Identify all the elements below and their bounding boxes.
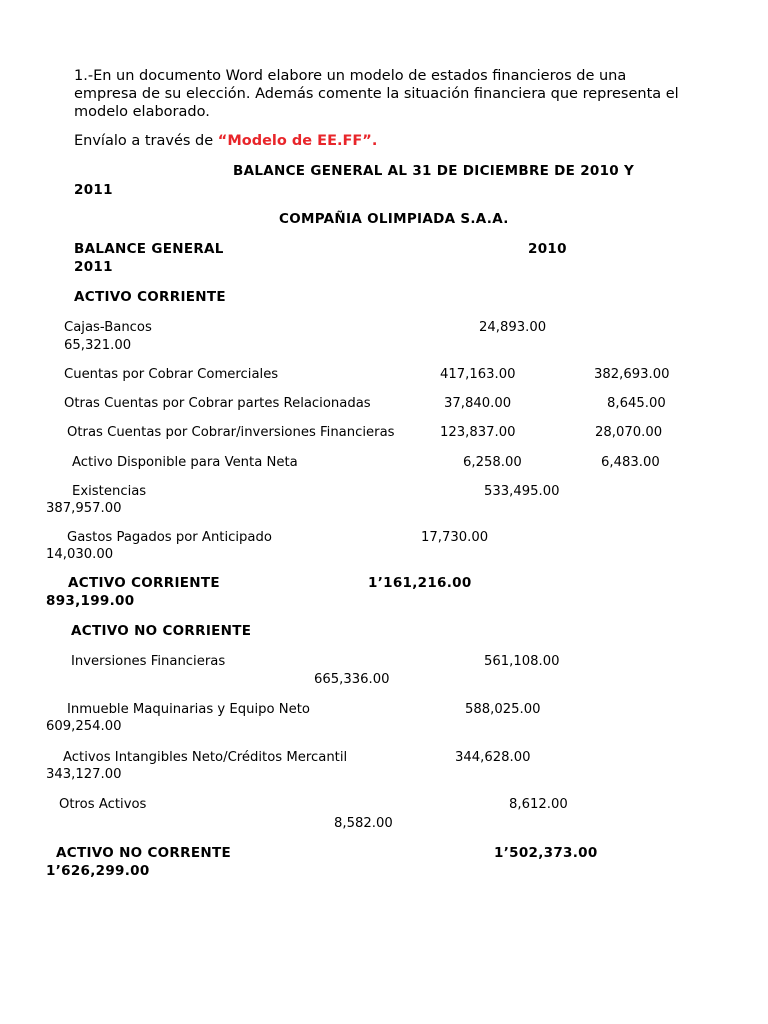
current-assets-total-label: ACTIVO CORRIENTE: [68, 575, 220, 591]
item-value-2010: 24,893.00: [479, 320, 547, 335]
item-value-2010: 417,163.00: [440, 367, 516, 382]
item-value-2011: 343,127.00: [46, 767, 122, 782]
item-value-2010: 588,025.00: [465, 702, 541, 717]
item-value-2010: 6,258.00: [463, 455, 522, 470]
instruction-line-1: 1.-En un documento Word elabore un modelo de estados financieros de una: [74, 68, 627, 84]
item-value-2010: 533,495.00: [484, 484, 560, 499]
item-label: Gastos Pagados por Anticipado: [67, 530, 272, 545]
item-value-2011: 14,030.00: [46, 547, 114, 562]
send-instruction: [74, 133, 377, 150]
current-assets-total-2010: 1’161,216.00: [368, 575, 472, 591]
item-value-2010: 344,628.00: [455, 750, 531, 765]
item-value-2011: 65,321.00: [64, 338, 132, 353]
item-value-2010: 37,840.00: [444, 396, 512, 411]
item-label: Otras Cuentas por Cobrar partes Relacionadas: [64, 396, 371, 411]
header-label: BALANCE GENERAL: [74, 241, 224, 257]
item-label: Activos Intangibles Neto/Créditos Mercantil: [63, 750, 348, 765]
item-value-2011: 8,582.00: [334, 816, 393, 831]
item-value-2011: 665,336.00: [314, 672, 390, 687]
send-prefix: Envíalo a través de: [74, 133, 218, 149]
current-assets-heading: ACTIVO CORRIENTE: [74, 289, 226, 305]
item-label: Otros Activos: [59, 797, 147, 812]
non-current-assets-total-label: ACTIVO NO CORRENTE: [56, 845, 231, 861]
header-year-2010: 2010: [528, 241, 567, 257]
instruction-line-2: empresa de su elección. Además comente la situación financiera que representa el: [74, 86, 679, 102]
item-value-2011: 6,483.00: [601, 455, 660, 470]
statement-title-line-1: BALANCE GENERAL AL 31 DE DICIEMBRE DE 2010 Y: [233, 163, 635, 179]
statement-title-line-2: 2011: [74, 182, 113, 198]
company-name: COMPAÑIA OLIMPIADA S.A.A.: [279, 211, 509, 227]
item-label: Inversiones Financieras: [71, 654, 226, 669]
non-current-assets-heading: ACTIVO NO CORRIENTE: [71, 623, 252, 639]
item-value-2010: 8,612.00: [509, 797, 568, 812]
non-current-assets-total-2011: 1’626,299.00: [46, 863, 150, 879]
item-value-2010: 17,730.00: [421, 530, 489, 545]
instruction-line-3: modelo elaborado.: [74, 104, 210, 120]
item-label: Activo Disponible para Venta Neta: [72, 455, 298, 470]
item-label: Cajas-Bancos: [64, 320, 152, 335]
current-assets-total-2011: 893,199.00: [46, 593, 135, 609]
item-label: Cuentas por Cobrar Comerciales: [64, 367, 279, 382]
item-value-2011: 609,254.00: [46, 719, 122, 734]
non-current-assets-total-2010: 1’502,373.00: [494, 845, 598, 861]
item-value-2011: 387,957.00: [46, 501, 122, 516]
item-value-2010: 123,837.00: [440, 425, 516, 440]
item-value-2011: 28,070.00: [595, 425, 663, 440]
assignment-link[interactable]: “Modelo de EE.FF”.: [217, 133, 378, 149]
item-label: Existencias: [72, 484, 147, 499]
item-label: Otras Cuentas por Cobrar/inversiones Financieras: [67, 425, 395, 440]
item-label: Inmueble Maquinarias y Equipo Neto: [67, 702, 310, 717]
item-value-2010: 561,108.00: [484, 654, 560, 669]
item-value-2011: 382,693.00: [594, 367, 670, 382]
header-year-2011: 2011: [74, 259, 113, 275]
item-value-2011: 8,645.00: [607, 396, 666, 411]
